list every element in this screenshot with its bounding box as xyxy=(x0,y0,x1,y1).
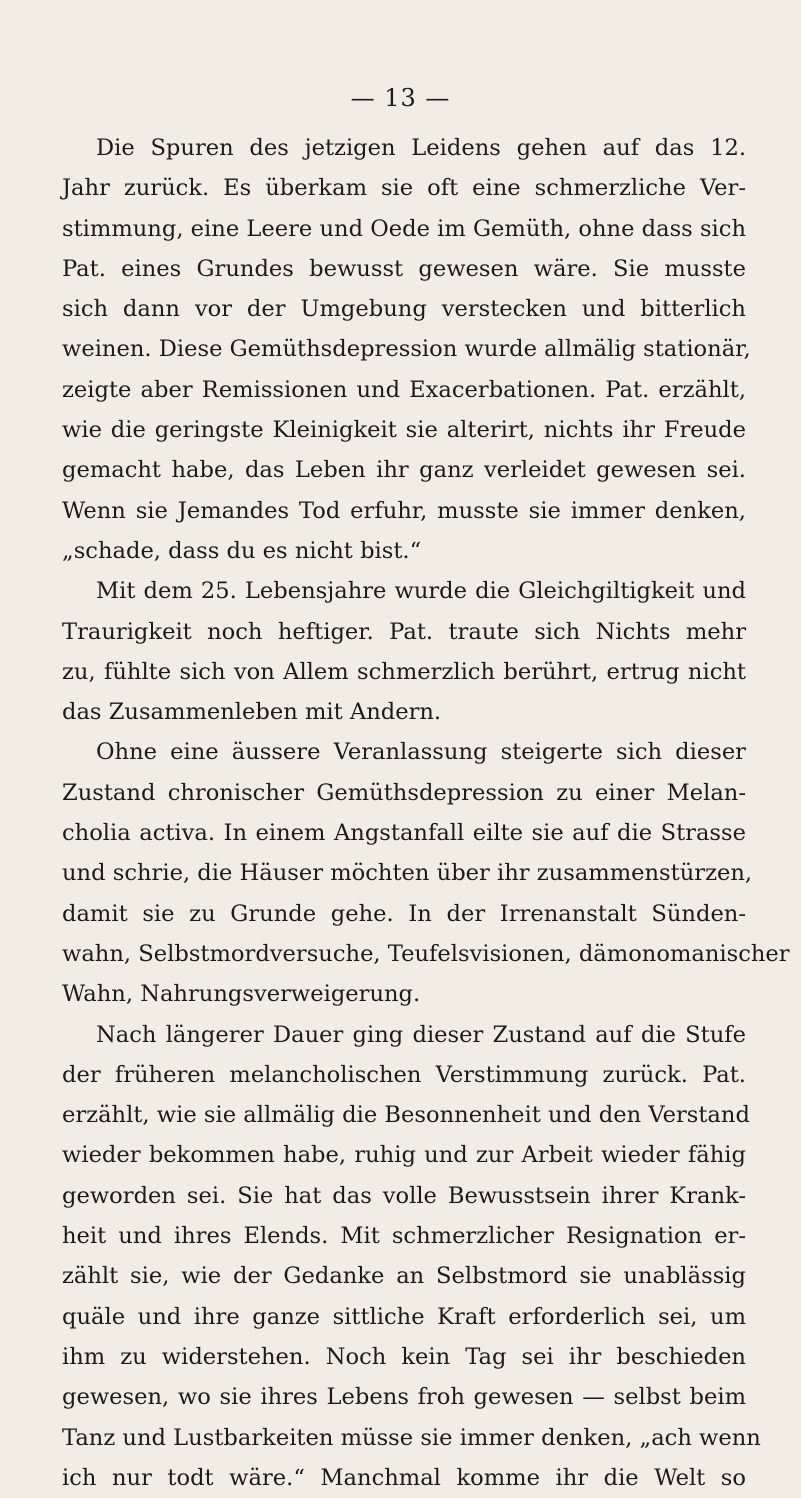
text-line: stimmung, eine Leere und Oede im Gemüth, ohne dass sich xyxy=(62,215,746,242)
text-line: Jahr zurück. Es überkam sie oft eine schmerzliche Ver- xyxy=(62,175,746,202)
text-line: wieder bekommen habe, ruhig und zur Arbeit wieder fähig xyxy=(62,1142,746,1169)
body-text xyxy=(62,128,790,1498)
text-line: cholia activa. In einem Angstanfall eilte sie auf die Strasse xyxy=(62,820,746,847)
text-line: heit und ihres Elends. Mit schmerzlicher Resignation er- xyxy=(62,1223,746,1250)
text-line: weinen. Diese Gemüthsdepression wurde allmälig stationär, xyxy=(62,336,751,363)
text-line: Pat. eines Grundes bewusst gewesen wäre. Sie musste xyxy=(62,255,746,282)
text-line: Traurigkeit noch heftiger. Pat. traute sich Nichts mehr xyxy=(62,618,746,645)
text-line: Ohne eine äussere Veranlassung steigerte sich dieser xyxy=(96,739,746,766)
text-line: gemacht habe, das Leben ihr ganz verleidet gewesen sei. xyxy=(62,457,746,484)
text-line: Wahn, Nahrungsverweigerung. xyxy=(62,981,421,1008)
text-line: wahn, Selbstmordversuche, Teufelsvisionen, dämonomanischer xyxy=(62,940,790,967)
text-line: „schade, dass du es nicht bist.“ xyxy=(62,537,422,564)
text-line: zählt sie, wie der Gedanke an Selbstmord sie unablässig xyxy=(62,1263,746,1290)
page-number: — 13 — xyxy=(350,84,451,112)
text-line: der früheren melancholischen Verstimmung zurück. Pat. xyxy=(62,1061,746,1088)
text-line: Die Spuren des jetzigen Leidens gehen auf das 12. xyxy=(96,135,746,161)
text-line: und schrie, die Häuser möchten über ihr zusammenstürzen, xyxy=(62,860,753,887)
text-line: zeigte aber Remissionen und Exacerbationen. Pat. erzählt, xyxy=(62,376,746,403)
text-line: Mit dem 25. Lebensjahre wurde die Gleichgiltigkeit und xyxy=(96,578,746,605)
text-line: wie die geringste Kleinigkeit sie alterirt, nichts ihr Freude xyxy=(62,417,746,444)
text-line: zu, fühlte sich von Allem schmerzlich berührt, ertrug nicht xyxy=(62,658,746,685)
text-line: Nach längerer Dauer ging dieser Zustand auf die Stufe xyxy=(96,1021,746,1048)
text-line: quäle und ihre ganze sittliche Kraft erforderlich sei, um xyxy=(62,1303,746,1330)
text-line: ich nur todt wäre.“ Manchmal komme ihr die Welt so xyxy=(62,1464,746,1491)
text-line: sich dann vor der Umgebung verstecken und bitterlich xyxy=(62,296,746,323)
text-line: Zustand chronischer Gemüthsdepression zu einer Melan- xyxy=(62,779,746,806)
text-line: damit sie zu Grunde gehe. In der Irrenanstalt Sünden- xyxy=(62,900,746,927)
text-line: ihm zu widerstehen. Noch kein Tag sei ihr beschieden xyxy=(62,1343,746,1370)
text-line: gewesen, wo sie ihres Lebens froh gewesen — selbst beim xyxy=(62,1384,746,1411)
text-line: Wenn sie Jemandes Tod erfuhr, musste sie immer denken, xyxy=(62,497,746,524)
text-line: erzählt, wie sie allmälig die Besonnenheit und den Verstand xyxy=(62,1102,750,1129)
text-line: geworden sei. Sie hat das volle Bewusstsein ihrer Krank- xyxy=(62,1182,746,1209)
text-line: das Zusammenleben mit Andern. xyxy=(62,699,442,726)
text-line: Tanz und Lustbarkeiten müsse sie immer denken, „ach wenn xyxy=(62,1424,761,1451)
